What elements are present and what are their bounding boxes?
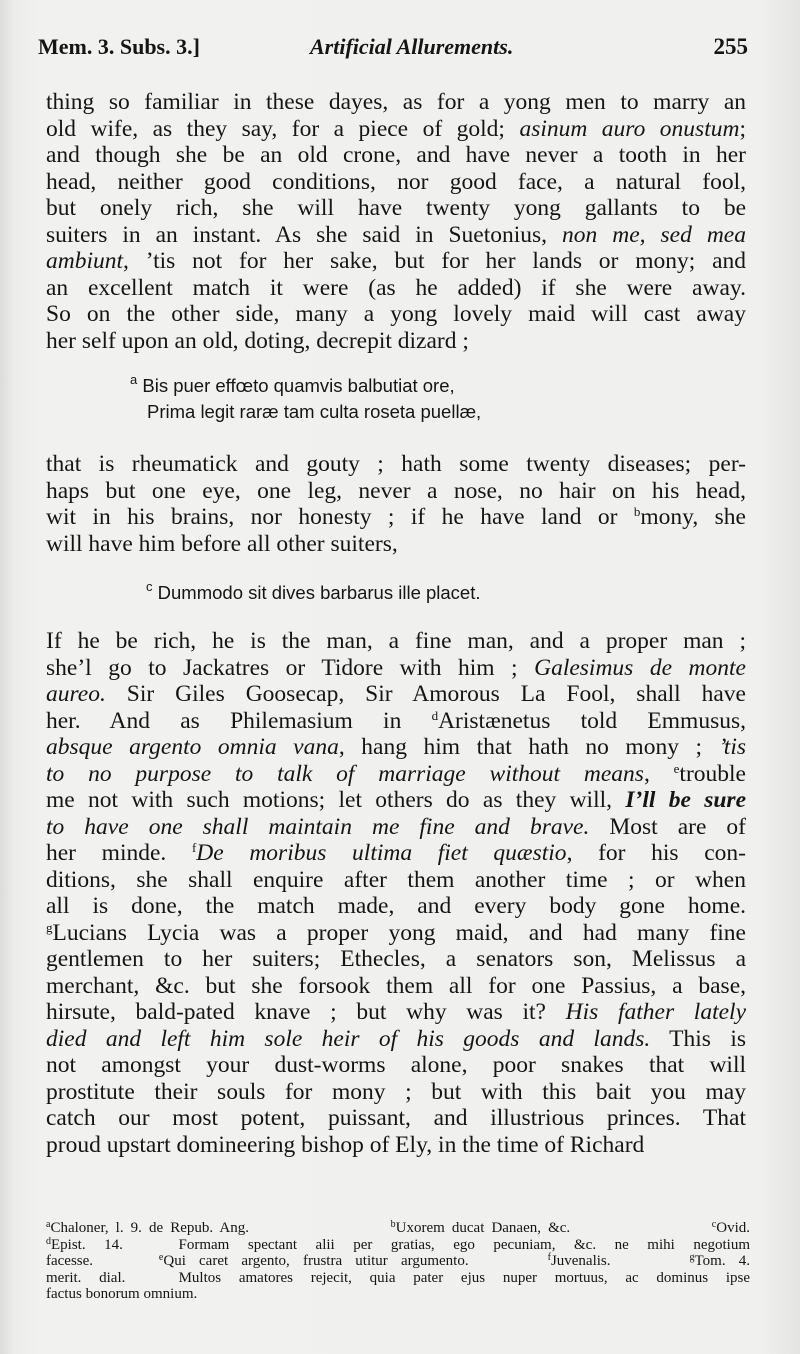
- running-header: [38, 34, 750, 70]
- footnote-text: merit. dial. Multos amatores rejecit, quia pater ejus nuper mortuus, ac dominus ipse: [46, 1269, 750, 1286]
- footnote-line: [46, 1220, 750, 1237]
- footnote-marker: b: [633, 504, 641, 519]
- text-run: Aristænetus told Emmusus,: [438, 707, 746, 734]
- text-run: hirsute, bald-pated knave ; but why was it?: [46, 999, 566, 1025]
- footnotes: [46, 1220, 750, 1303]
- text-line: [46, 761, 746, 788]
- text-line: [46, 275, 746, 302]
- text-line: [46, 920, 746, 947]
- italic-phrase: aureo.: [46, 681, 106, 707]
- text-run: but onely rich, she will have twenty yong gallants to be: [46, 195, 746, 221]
- italic-phrase: died and left him sole heir of his goods and lands.: [46, 1025, 651, 1052]
- footnote-marker: a: [46, 1219, 51, 1230]
- footnote-line: [46, 1253, 750, 1270]
- footnote-text: Epist. 14. Formam spectant alii per gratias, ego pecuniam, &c. ne mihi negotium: [51, 1236, 750, 1253]
- text-run: her. And as Philemasium in: [46, 707, 432, 734]
- text-run: that is rheumatick and gouty ; hath some twenty diseases; per-: [46, 451, 746, 477]
- paragraph-2: [46, 451, 746, 557]
- footnote-text: facesse.: [46, 1253, 159, 1269]
- text-run: head, neither good conditions, nor good face, a natural fool,: [46, 168, 746, 195]
- text-run: gentlemen to her suiters; Ethecles, a senators son, Melissus a: [46, 946, 746, 972]
- text-line: [46, 195, 746, 222]
- text-line: [46, 814, 746, 841]
- text-line: [46, 867, 746, 894]
- verse-quotation-c: [146, 580, 606, 606]
- footnote-text: Uxorem ducat Danaen, &c.: [395, 1220, 712, 1236]
- text-run: If he be rich, he is the man, a fine man, and a proper man ;: [46, 628, 746, 654]
- footnote-marker: b: [390, 1219, 396, 1230]
- text-line: [46, 451, 746, 478]
- text-line: [46, 708, 746, 735]
- text-line: [46, 893, 746, 920]
- page-number: 255: [713, 34, 748, 59]
- text-line: [46, 222, 746, 249]
- text-line: [46, 1079, 746, 1106]
- footnote-marker: g: [46, 919, 53, 935]
- text-line: [46, 531, 746, 558]
- text-line: [46, 655, 746, 682]
- text-run: This is: [650, 1025, 746, 1052]
- text-line: [46, 116, 746, 143]
- text-line: [46, 973, 746, 1000]
- text-run: , for his con-: [566, 840, 746, 866]
- footnote-line: [46, 1270, 750, 1287]
- text-line: [46, 1052, 746, 1079]
- text-run: proud upstart domineering bishop of Ely, in the time of Richard: [46, 1131, 645, 1158]
- text-line: [46, 787, 746, 814]
- running-title: Artificial Allurements.: [310, 34, 514, 59]
- text-run: mony, she: [640, 504, 746, 530]
- text-line: [46, 999, 746, 1026]
- verse-quotation-a: [130, 373, 590, 425]
- footnote-marker: g: [689, 1252, 695, 1263]
- italic-phrase: Galesimus de monte: [534, 654, 746, 681]
- text-run: Lucians Lycia was a proper yong maid, and had many fine: [52, 919, 746, 946]
- paragraph-3: [46, 628, 746, 1158]
- text-run: prostitute their souls for mony ; but with this bait you may: [46, 1078, 746, 1105]
- text-run: she’l go to Jackatres or Tidore with him ;: [46, 654, 535, 681]
- verse-line: [130, 399, 590, 425]
- text-run: catch our most potent, puissant, and illustrious princes. That: [46, 1105, 746, 1131]
- text-run: ,: [643, 760, 674, 787]
- italic-phrase: to no purpose to talk of marriage without means: [46, 760, 644, 787]
- text-line: [46, 169, 746, 196]
- footnote-marker: e: [673, 760, 680, 776]
- text-run: So on the other side, many a yong lovely maid will cast away: [46, 301, 746, 327]
- text-run: ditions, she shall enquire after them another time ; or when: [46, 866, 746, 893]
- text-line: [46, 142, 746, 169]
- footnote-text: Qui caret argento, frustra utitur argumento.: [163, 1253, 548, 1269]
- footnote-marker: a: [130, 372, 138, 387]
- text-run: her minde.: [46, 840, 192, 866]
- footnote-text: factus bonorum omnium.: [46, 1286, 198, 1302]
- text-line: [46, 628, 746, 655]
- text-line: [46, 1105, 746, 1132]
- text-line: [46, 734, 746, 761]
- italic-phrase: His father lately: [565, 999, 746, 1025]
- text-run: her self upon an old, doting, decrepit dizard ;: [46, 327, 469, 354]
- text-line: [46, 478, 746, 505]
- italic-phrase: asinum auro onustum: [519, 115, 740, 142]
- text-line: [46, 248, 746, 275]
- text-line: [46, 504, 746, 531]
- footnote-text: Chaloner, l. 9. de Repub. Ang.: [50, 1220, 391, 1236]
- italic-phrase: I’ll be sure: [625, 787, 746, 813]
- footnote-line: [46, 1286, 750, 1303]
- text-run: Most are of: [589, 813, 746, 840]
- italic-phrase: ’tis: [718, 734, 746, 760]
- text-line: [46, 1132, 746, 1159]
- text-run: old wife, as they say, for a piece of gold;: [46, 115, 520, 142]
- italic-phrase: to have one shall maintain me fine and brave.: [46, 813, 590, 840]
- text-run: me not with such motions; let others do as they will,: [46, 787, 626, 813]
- text-run: will have him before all other suiters,: [46, 530, 398, 557]
- footnote-marker: f: [191, 840, 197, 855]
- text-run: , hang him that hath no mony ;: [338, 734, 719, 760]
- text-run: merchant, &c. but she forsook them all for one Passius, a base,: [46, 972, 746, 999]
- italic-phrase: ambiunt: [46, 248, 124, 274]
- text-line: [46, 840, 746, 867]
- footnote-text: Juvenalis.: [550, 1253, 690, 1269]
- text-line: [46, 328, 746, 355]
- text-run: haps but one eye, one leg, never a nose, no hair on his head,: [46, 477, 746, 504]
- text-run: ;: [739, 115, 746, 142]
- footnote-text: Ovid.: [716, 1220, 750, 1236]
- footnote-marker: c: [711, 1219, 717, 1230]
- italic-phrase: non me, sed mea: [562, 221, 746, 248]
- text-run: trouble: [679, 760, 746, 787]
- verse-line: [130, 373, 590, 399]
- text-run: wit in his brains, nor honesty ; if he have land or: [46, 504, 634, 530]
- italic-phrase: absque argento omnia vana: [46, 734, 339, 760]
- text-line: [46, 301, 746, 328]
- italic-phrase: De moribus ultima fiet quæstio: [196, 840, 567, 866]
- text-run: and though she be an old crone, and have never a tooth in her: [46, 142, 746, 168]
- verse-text: Bis puer effœto quamvis balbutiat ore,: [142, 375, 455, 396]
- text-line: [46, 946, 746, 973]
- verse-text: Dummodo sit dives barbarus ille placet.: [157, 582, 481, 603]
- text-run: Sir Giles Goosecap, Sir Amorous La Fool, shall have: [105, 681, 746, 707]
- text-run: thing so familiar in these dayes, as for a yong men to marry an: [46, 89, 746, 115]
- text-run: , ’tis not for her sake, but for her lands or mony; and: [123, 248, 746, 274]
- text-run: all is done, the match made, and every body gone home.: [46, 893, 746, 919]
- footnote-text: Tom. 4.: [694, 1253, 750, 1269]
- paragraph-1: [46, 89, 746, 354]
- footnote-marker: d: [46, 1235, 51, 1247]
- footnote-marker: c: [146, 579, 153, 594]
- footnote-line: [46, 1237, 750, 1254]
- footnote-marker: e: [158, 1252, 164, 1263]
- footnote-marker: d: [431, 707, 439, 723]
- text-run: not amongst your dust-worms alone, poor snakes that will: [46, 1052, 746, 1078]
- footnote-marker: f: [547, 1252, 551, 1263]
- text-line: [46, 681, 746, 708]
- section-reference: Mem. 3. Subs. 3.]: [38, 34, 200, 59]
- text-line: [46, 89, 746, 116]
- verse-text: Prima legit raræ tam culta roseta puellæ,: [147, 401, 482, 422]
- text-line: [46, 1026, 746, 1053]
- text-run: an excellent match it were (as he added) if she were away.: [46, 274, 746, 301]
- text-run: suiters in an instant. As she said in Suetonius,: [46, 221, 563, 248]
